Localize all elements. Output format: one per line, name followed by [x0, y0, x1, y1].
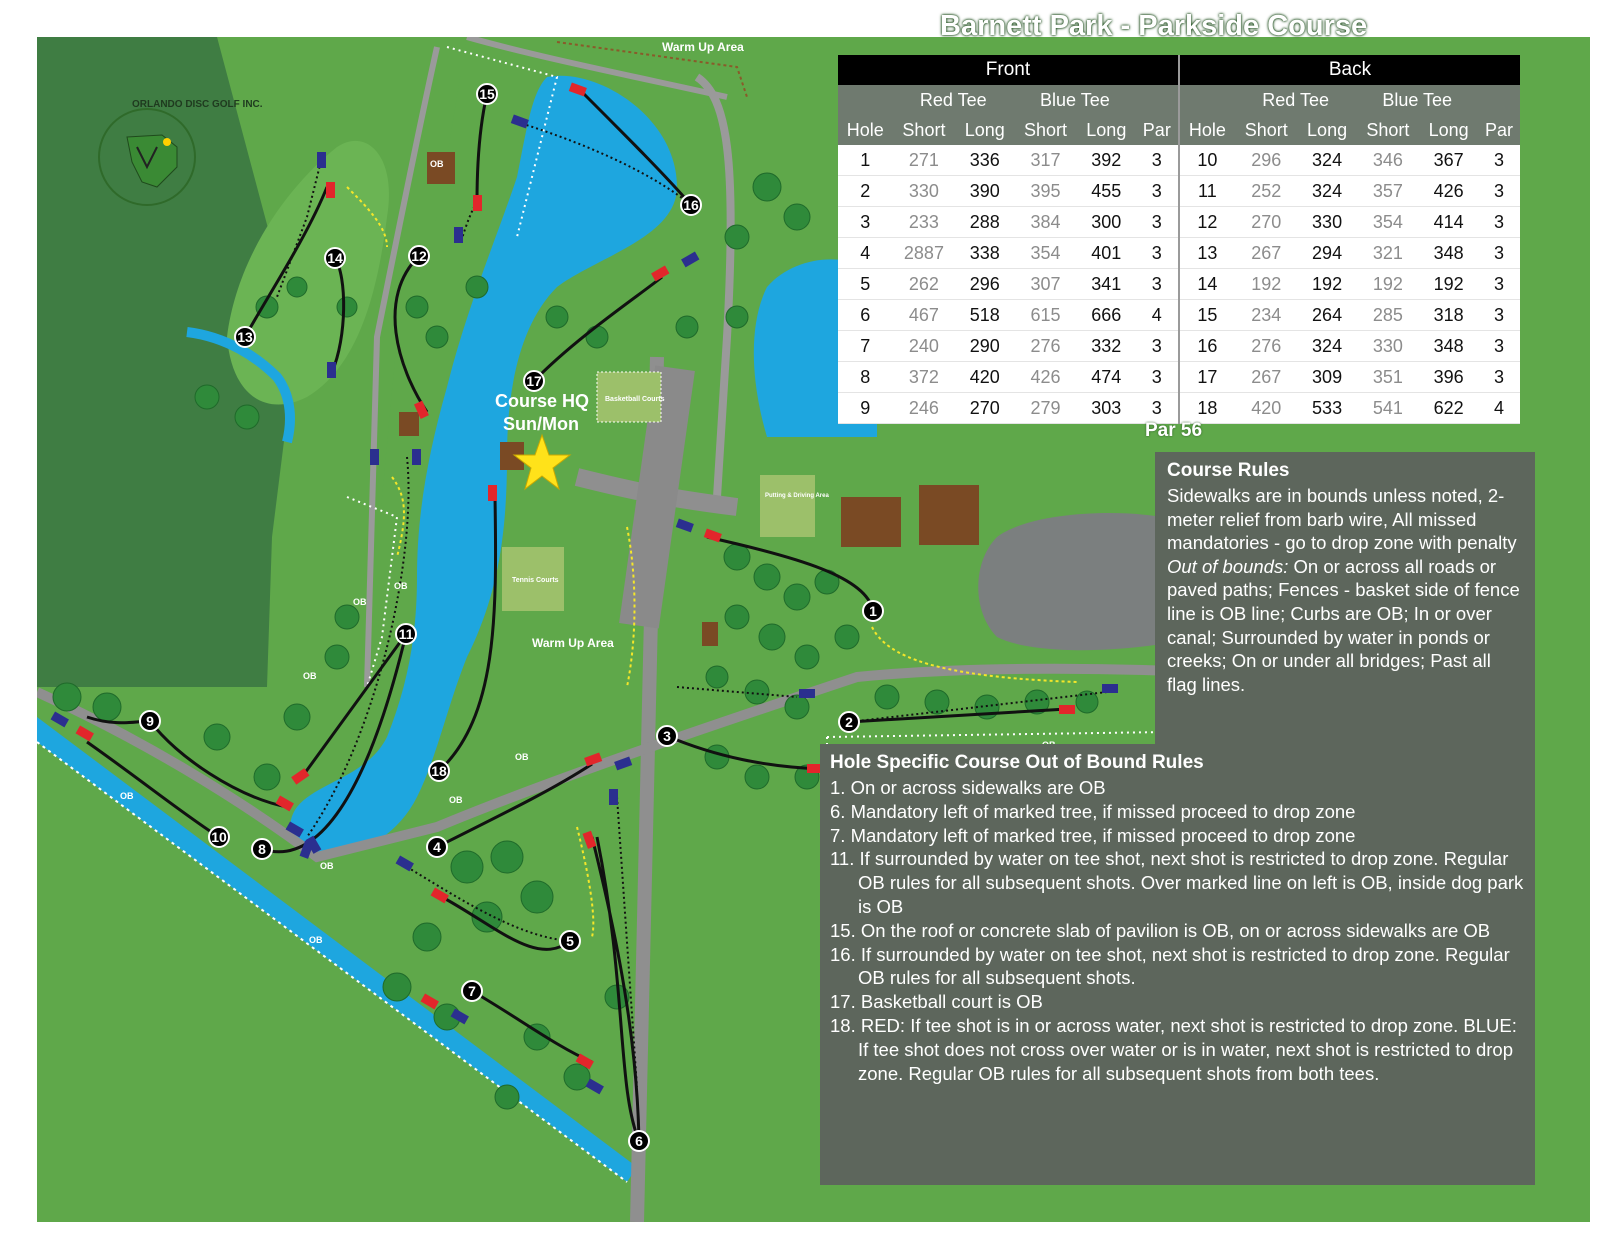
hole-rule-item: 17. Basketball court is OB	[830, 991, 1043, 1013]
score-cell: 414	[1419, 207, 1478, 238]
score-cell: 303	[1077, 393, 1136, 424]
score-cell: 267	[1235, 362, 1298, 393]
col-par: Par	[1484, 119, 1513, 140]
front-label: Front	[985, 59, 1031, 80]
hole-rule-item: 1. On or across sidewalks are OB	[830, 777, 1106, 798]
back-label: Back	[1179, 55, 1520, 85]
score-cell: 3	[1136, 176, 1179, 207]
score-cell: 338	[955, 238, 1014, 269]
hole-rule-item: 11. If surrounded by water on tee shot, next shot is restricted to drop zone. Regular OB rules for all subsequent shots. Over marked line on left is OB, inside dog park is OB	[830, 848, 1524, 917]
col-par: Par	[1142, 119, 1171, 140]
score-cell: 330	[1356, 331, 1419, 362]
score-cell: 401	[1077, 238, 1136, 269]
svg-text:OB: OB	[353, 597, 367, 607]
score-cell: 16	[1179, 331, 1235, 362]
score-cell: 330	[893, 176, 956, 207]
col-short: Short	[1244, 119, 1288, 140]
score-cell: 3	[1136, 269, 1179, 300]
score-cell: 3	[1478, 331, 1520, 362]
score-cell: 332	[1077, 331, 1136, 362]
score-cell: 420	[1235, 393, 1298, 424]
score-cell: 270	[955, 393, 1014, 424]
score-cell: 7	[838, 331, 893, 362]
label-sun-mon: Sun/Mon	[503, 414, 579, 434]
hole-number: 15	[479, 86, 495, 102]
hole-number: 1	[869, 603, 877, 619]
score-cell: 474	[1077, 362, 1136, 393]
hole-number: 9	[146, 713, 154, 729]
scorecard-tee-row	[838, 85, 1520, 115]
score-cell: 307	[1014, 269, 1077, 300]
svg-text:OB: OB	[449, 795, 463, 805]
score-cell: 622	[1419, 393, 1478, 424]
score-cell: 420	[955, 362, 1014, 393]
svg-text:ORLANDO DISC GOLF INC.: ORLANDO DISC GOLF INC.	[132, 99, 263, 110]
par-total: Par 56	[1145, 420, 1203, 441]
restroom-building	[399, 412, 419, 436]
score-cell: 3	[1478, 362, 1520, 393]
score-cell: 3	[1478, 238, 1520, 269]
building-1	[841, 497, 901, 547]
score-cell: 392	[1077, 145, 1136, 176]
hole-number: 12	[411, 248, 427, 264]
label-basketball: Basketball Courts	[605, 396, 665, 403]
score-cell: 11	[1179, 176, 1235, 207]
score-cell: 270	[1235, 207, 1298, 238]
svg-text:OB: OB	[120, 791, 134, 801]
scorecard-row	[838, 393, 1520, 424]
hole-number: 11	[398, 626, 414, 642]
score-cell: 276	[1014, 331, 1077, 362]
score-cell: 341	[1077, 269, 1136, 300]
label-warm-up-mid: Warm Up Area	[532, 636, 614, 650]
score-cell: 288	[955, 207, 1014, 238]
score-cell: 346	[1356, 145, 1419, 176]
blank-cell	[1136, 85, 1179, 115]
score-cell: 294	[1298, 238, 1357, 269]
hole-rule-item: 18. RED: If tee shot is in or across water, next shot is restricted to drop zone. BLUE: If tee shot does not cross over water or is in water, next shot is restricted to drop zone. Regular OB rules for all subsequent shots from both tees.	[830, 1014, 1517, 1084]
svg-text:OB: OB	[303, 671, 317, 681]
score-cell: 357	[1356, 176, 1419, 207]
scorecard-table	[838, 55, 1520, 424]
score-cell: 3	[1136, 393, 1179, 424]
score-cell: 336	[955, 145, 1014, 176]
score-cell: 3	[1478, 176, 1520, 207]
road-east	[697, 77, 731, 497]
score-cell: 390	[955, 176, 1014, 207]
score-cell: 372	[893, 362, 956, 393]
course-rules-text-1: Sidewalks are in bounds unless noted, 2-meter relief from barb wire, All missed mandatories - go to drop zone with penalty	[1167, 485, 1517, 554]
col-short: Short	[1024, 119, 1068, 140]
score-cell: 426	[1014, 362, 1077, 393]
score-cell: 324	[1298, 331, 1357, 362]
hole-number: 8	[258, 841, 266, 857]
score-cell: 192	[1235, 269, 1298, 300]
score-cell: 8	[838, 362, 893, 393]
course-rules-title: Course Rules	[1167, 460, 1290, 481]
hole-number: 7	[468, 983, 476, 999]
col-hole: Hole	[1179, 115, 1235, 145]
blue-tee-label: Blue Tee	[1040, 89, 1110, 110]
label-putting: Putting & Driving Area	[765, 493, 829, 499]
scorecard-row	[838, 331, 1520, 362]
col-long: Long	[1428, 119, 1469, 140]
col-short: Short	[902, 119, 946, 140]
hole-number: 10	[211, 829, 227, 845]
score-cell: 264	[1298, 300, 1357, 331]
score-cell: 10	[1179, 145, 1235, 176]
blank-cell	[838, 85, 893, 115]
hole-number: 18	[431, 763, 447, 779]
score-cell: 234	[1235, 300, 1298, 331]
svg-text:OB: OB	[320, 861, 334, 871]
score-cell: 3	[1136, 238, 1179, 269]
score-cell: 12	[1179, 207, 1235, 238]
hole-rules-list	[830, 776, 1525, 1085]
score-cell: 348	[1419, 331, 1478, 362]
hole-rule-item: 15. On the roof or concrete slab of pavilion is OB, on or across sidewalks are OB	[830, 919, 1491, 941]
scorecard-row	[838, 269, 1520, 300]
score-cell: 13	[1179, 238, 1235, 269]
shelter	[702, 622, 718, 646]
putting-area	[760, 475, 815, 537]
course-rules-body	[1167, 484, 1523, 696]
hole-rule-item: 7. Mandatory left of marked tree, if missed proceed to drop zone	[830, 824, 1356, 846]
col-short: Short	[1366, 119, 1410, 140]
score-cell: 666	[1077, 300, 1136, 331]
hole-number: 13	[237, 329, 253, 345]
scorecard-row	[838, 207, 1520, 238]
scorecard-body	[838, 145, 1520, 424]
course-rules-text-2: On or across all roads or paved paths; Fences - basket side of fence line is OB line; Curbs are OB; In or over canal; Surrounded by water in ponds or creeks; On or under all bridges; Past all flag lines.	[1167, 555, 1520, 695]
hole-rule-item: 16. If surrounded by water on tee shot, next shot is restricted to drop zone. Regular OB rules for all subsequent shots.	[830, 943, 1510, 989]
score-cell: 3	[1136, 145, 1179, 176]
score-cell: 324	[1298, 145, 1357, 176]
col-long: Long	[1307, 119, 1348, 140]
score-cell: 4	[1136, 300, 1179, 331]
score-cell: 3	[838, 207, 893, 238]
building-2	[919, 485, 979, 545]
logo-letters	[132, 99, 263, 110]
hole-number: 4	[433, 839, 441, 855]
score-cell: 348	[1419, 238, 1478, 269]
score-cell: 6	[838, 300, 893, 331]
score-cell: 541	[1356, 393, 1419, 424]
score-cell: 14	[1179, 269, 1235, 300]
score-cell: 395	[1014, 176, 1077, 207]
scorecard-row	[838, 362, 1520, 393]
score-cell: 17	[1179, 362, 1235, 393]
red-tee-label: Red Tee	[1262, 89, 1329, 110]
score-cell: 2887	[893, 238, 956, 269]
col-long: Long	[1086, 119, 1127, 140]
score-cell: 354	[1014, 238, 1077, 269]
label-course-hq: Course HQ	[495, 391, 590, 411]
score-cell: 192	[1419, 269, 1478, 300]
score-cell: 3	[1136, 331, 1179, 362]
score-cell: 18	[1179, 393, 1235, 424]
score-cell: 317	[1014, 145, 1077, 176]
hole-number: 16	[683, 197, 699, 213]
score-cell: 192	[1356, 269, 1419, 300]
score-cell: 240	[893, 331, 956, 362]
score-cell: 1	[838, 145, 893, 176]
blank-cell	[1179, 85, 1235, 115]
score-cell: 3	[1478, 145, 1520, 176]
col-long: Long	[964, 119, 1005, 140]
score-cell: 296	[955, 269, 1014, 300]
hole-number: 2	[845, 714, 853, 730]
score-cell: 518	[955, 300, 1014, 331]
blue-tee-label: Blue Tee	[1382, 89, 1453, 110]
score-cell: 330	[1298, 207, 1357, 238]
score-cell: 300	[1077, 207, 1136, 238]
score-cell: 324	[1298, 176, 1357, 207]
score-cell: 285	[1356, 300, 1419, 331]
score-cell: 4	[1478, 393, 1520, 424]
score-cell: 321	[1356, 238, 1419, 269]
score-cell: 354	[1356, 207, 1419, 238]
score-cell: 309	[1298, 362, 1357, 393]
hole-number: 17	[526, 373, 542, 389]
hole-number: 6	[635, 1133, 643, 1149]
scorecard-row	[838, 145, 1520, 176]
score-cell: 384	[1014, 207, 1077, 238]
scorecard-row	[838, 300, 1520, 331]
page-title: Barnett Park - Parkside Course	[940, 10, 1368, 42]
score-cell: 15	[1179, 300, 1235, 331]
score-cell: 290	[955, 331, 1014, 362]
score-cell: 3	[1136, 362, 1179, 393]
scorecard-row	[838, 176, 1520, 207]
score-cell: 279	[1014, 393, 1077, 424]
oob-label: Out of bounds:	[1167, 555, 1289, 577]
label-tennis: Tennis Courts	[512, 577, 559, 584]
score-cell: 533	[1298, 393, 1357, 424]
score-cell: 3	[1478, 269, 1520, 300]
hole-rule-item: 6. Mandatory left of marked tree, if missed proceed to drop zone	[830, 800, 1356, 822]
score-cell: 5	[838, 269, 893, 300]
score-cell: 367	[1419, 145, 1478, 176]
score-cell: 3	[1136, 207, 1179, 238]
svg-text:OB: OB	[394, 581, 408, 591]
score-cell: 426	[1419, 176, 1478, 207]
score-cell: 9	[838, 393, 893, 424]
score-cell: 296	[1235, 145, 1298, 176]
col-hole: Hole	[846, 119, 884, 140]
hole-rules-title: Hole Specific Course Out of Bound Rules	[830, 752, 1204, 773]
score-cell: 467	[893, 300, 956, 331]
score-cell: 351	[1356, 362, 1419, 393]
hole-number: 3	[663, 728, 671, 744]
red-tee-label: Red Tee	[919, 89, 987, 110]
hole-number: 5	[566, 933, 574, 949]
score-cell: 276	[1235, 331, 1298, 362]
score-cell: 455	[1077, 176, 1136, 207]
scorecard-header-row	[838, 115, 1520, 145]
score-cell: 271	[893, 145, 956, 176]
scorecard-group-row	[838, 55, 1520, 85]
svg-text:OB: OB	[515, 752, 529, 762]
course-rules-panel	[1155, 452, 1535, 744]
scorecard-row	[838, 238, 1520, 269]
score-cell: 262	[893, 269, 956, 300]
blank-cell	[1478, 85, 1520, 115]
score-cell: 246	[893, 393, 956, 424]
svg-text:OB: OB	[430, 159, 444, 169]
score-cell: 192	[1298, 269, 1357, 300]
score-cell: 233	[893, 207, 956, 238]
score-cell: 396	[1419, 362, 1478, 393]
svg-text:OB: OB	[309, 935, 323, 945]
score-cell: 3	[1478, 300, 1520, 331]
score-cell: 252	[1235, 176, 1298, 207]
score-cell: 2	[838, 176, 893, 207]
score-cell: 615	[1014, 300, 1077, 331]
score-cell: 267	[1235, 238, 1298, 269]
hole-rules-panel	[820, 744, 1535, 1185]
score-cell: 4	[838, 238, 893, 269]
hole-number: 14	[327, 250, 343, 266]
score-cell: 3	[1478, 207, 1520, 238]
label-warm-up-top: Warm Up Area	[662, 40, 744, 54]
score-cell: 318	[1419, 300, 1478, 331]
